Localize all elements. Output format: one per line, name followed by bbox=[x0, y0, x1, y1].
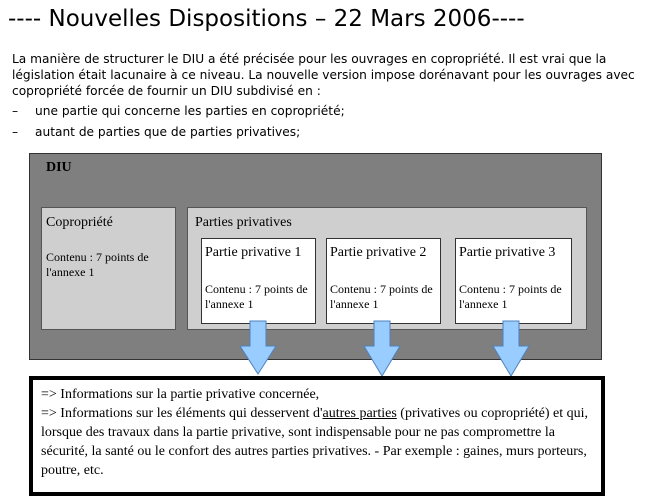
intro-paragraph: La manière de structurer le DIU a été précisée pour les ouvrages en copropriété. Il est vrai que la législation était lacunaire à ce niveau. La nouvelle version impose dorénavant pour les ouvrages avec copropriété forcée de fournir un DIU subdivisé en : bbox=[12, 52, 635, 98]
bullet-text: une partie qui concerne les parties en copropriété; bbox=[35, 104, 345, 118]
info-line-1: => Informations sur la partie privative concernée, bbox=[41, 387, 320, 402]
info-underlined-text: autres parties bbox=[322, 406, 397, 421]
info-line-2 bbox=[41, 404, 597, 480]
partie-privative-content: Contenu : 7 points de l'annexe 1 bbox=[330, 282, 433, 311]
partie-privative-1-box bbox=[201, 238, 316, 324]
diu-label: DIU bbox=[46, 160, 72, 175]
page-title: ---- Nouvelles Dispositions – 22 Mars 2006---- bbox=[8, 6, 525, 32]
partie-privative-title: Partie privative 2 bbox=[330, 245, 427, 260]
list-item bbox=[12, 104, 652, 125]
info-text bbox=[41, 385, 597, 480]
bullet-list bbox=[12, 104, 652, 146]
info-box bbox=[29, 376, 605, 496]
copropriete-title: Copropriété bbox=[46, 215, 113, 230]
info-line-2-suffix: (privatives ou copropriété) et qui, lorsque des travaux dans la partie privative, sont indispensable pour ne pas compromettre la sécurité, la santé ou le confort des autres parties privatives. - Par exemple : gaines, murs porteurs, poutre, etc. bbox=[41, 406, 589, 478]
bullet-text: autant de parties que de parties privatives; bbox=[35, 125, 301, 139]
bullet-dash: – bbox=[12, 125, 19, 139]
partie-privative-content: Contenu : 7 points de l'annexe 1 bbox=[205, 282, 308, 311]
list-item bbox=[12, 125, 652, 146]
partie-privative-title: Partie privative 1 bbox=[205, 245, 302, 260]
parties-privatives-title: Parties privatives bbox=[195, 215, 292, 230]
partie-privative-content: Contenu : 7 points de l'annexe 1 bbox=[459, 282, 562, 311]
bullet-dash: – bbox=[12, 104, 19, 118]
partie-privative-3-box bbox=[455, 238, 572, 324]
partie-privative-title: Partie privative 3 bbox=[459, 245, 556, 260]
info-line-2-prefix: => Informations sur les éléments qui desservent d' bbox=[41, 406, 323, 421]
copropriete-content: Contenu : 7 points de l'annexe 1 bbox=[46, 250, 149, 279]
partie-privative-2-box bbox=[326, 238, 441, 324]
